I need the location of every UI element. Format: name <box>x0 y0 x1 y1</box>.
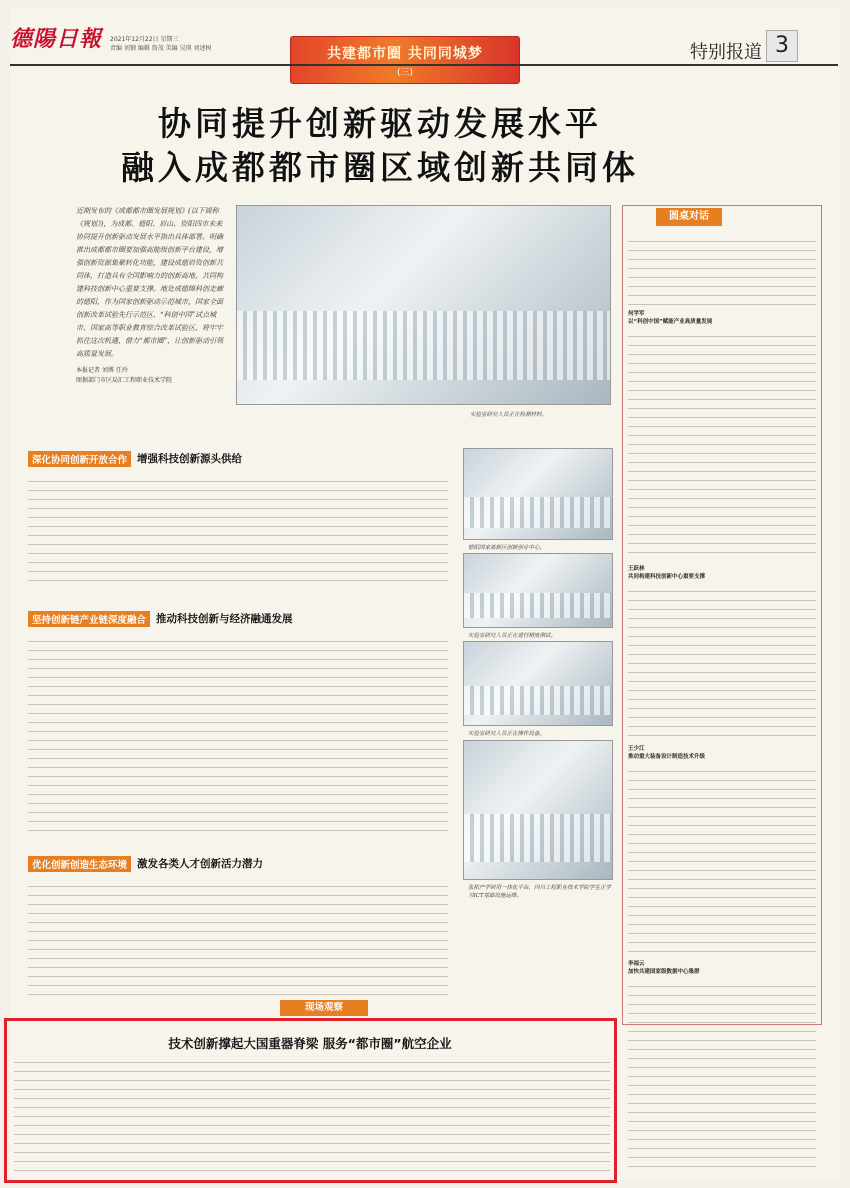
issue-meta <box>110 35 211 53</box>
column-text-5 <box>628 980 816 1175</box>
person-name: 王少江 <box>628 746 645 752</box>
headline-line2: 融入成都都市圈区域创新共同体 <box>121 148 639 187</box>
column-text-4 <box>628 765 816 955</box>
page-number: 3 <box>766 30 798 62</box>
section-label: 特别报道 <box>690 42 762 63</box>
column-person-2 <box>628 565 808 581</box>
byline-reporters: 本报记者 刘博 任玲 <box>76 367 128 374</box>
column-title: 圆桌对话 <box>656 208 722 226</box>
photo-2 <box>463 553 613 628</box>
banner-sub: (三) <box>396 68 414 78</box>
person-topic: 加快共建国家级数据中心集群 <box>628 969 700 975</box>
observe-tag: 现场观察 <box>280 1000 368 1016</box>
byline <box>76 366 226 386</box>
headline-line1: 协同提升创新驱动发展水平 <box>158 104 602 143</box>
masthead <box>10 22 211 53</box>
section-tag-2: 坚持创新链产业链深度融合 <box>28 611 150 627</box>
section-heading-3 <box>28 855 263 872</box>
person-topic: 以“科创中国”赋能产业高质量发展 <box>628 319 713 325</box>
photo-3 <box>463 641 613 726</box>
section-1-text <box>28 475 448 585</box>
photo-1 <box>463 448 613 540</box>
photo-1-caption: 德阳国家高新区创新创业中心。 <box>468 545 546 551</box>
editors-line: 责编 刘钢 编辑 詹茂 美编 吴瑛 刘述树 <box>110 45 212 52</box>
section-3-text <box>28 880 448 995</box>
section-title-2: 推动科技创新与经济融通发展 <box>156 613 293 625</box>
sidebar-title: 技术创新撑起大国重器脊梁 服务“都市圈”航空企业 <box>168 1036 452 1051</box>
main-photo-caption: 实验室研究人员正在检测材料。 <box>470 412 548 418</box>
section-tag-3: 优化创新创造生态环境 <box>28 856 131 872</box>
column-person-4 <box>628 960 808 976</box>
photo-3-caption: 实验室研究人员正在操作设备。 <box>468 731 546 737</box>
section-title-3: 激发各类人才创新活力潜力 <box>137 858 264 870</box>
top-rule <box>10 64 838 66</box>
byline-photo-credit: 图据部门市区局汇工程职业技术学院 <box>76 377 173 384</box>
column-text-1 <box>628 235 816 305</box>
series-banner <box>290 36 520 84</box>
person-name: 王跃林 <box>628 566 645 572</box>
column-text-3 <box>628 585 816 740</box>
date-line: 2021年12月22日 星期三 <box>110 36 179 43</box>
intro-paragraph: 近期发布的《成都都市圈发展规划》(以下简称《规划》)，为成都、德阳、眉山、资阳四市未来协同提升创新驱动发展水平指出具体部署。明确推出成都都市圈要加强高能级创新平台建设，增强创新资源集聚转化功能，建设成德眉资创新共同体，打造具有全国影响力的创新高地，共同构建科技创新中心重要支撑。地处成德绵科创走廊的德阳，作为国家创新驱动示范城市，国家全面创新改革试验先行示范区、“科创中国”试点城市、国家高等职业教育综合改革试验区，将牢牢抓住这次机遇，借力“都市圈”，让创新驱动引领高质量发展。 <box>76 207 224 358</box>
column-person-3 <box>628 745 808 761</box>
section-2-text <box>28 635 448 835</box>
section-title-1: 增强科技创新源头供给 <box>137 453 243 465</box>
column-person-1 <box>628 310 808 326</box>
person-name: 何学军 <box>628 311 645 317</box>
banner-caption: 共建都市圈 共同同城梦 <box>327 46 483 62</box>
person-topic: 共同构建科技创新中心重要支撑 <box>628 574 706 580</box>
person-topic: 推动重大装备设计制造技术升级 <box>628 754 706 760</box>
newspaper-logo: 德陽日報 <box>10 26 103 52</box>
column-text-2 <box>628 330 816 560</box>
photo-4-caption: 张拓产学研用一体化平台，四川工程职业技术学院学生正学习ICT基础设施运维。 <box>468 885 612 899</box>
person-name: 李福云 <box>628 961 645 967</box>
section-heading-1 <box>28 450 242 467</box>
photo-4 <box>463 740 613 880</box>
sidebar-text <box>14 1056 610 1176</box>
section-tag-1: 深化协同创新开放合作 <box>28 451 131 467</box>
section-heading-2 <box>28 610 293 627</box>
main-photo <box>236 205 611 405</box>
photo-2-caption: 实验室研究人员正在进行精度测试。 <box>468 633 557 639</box>
